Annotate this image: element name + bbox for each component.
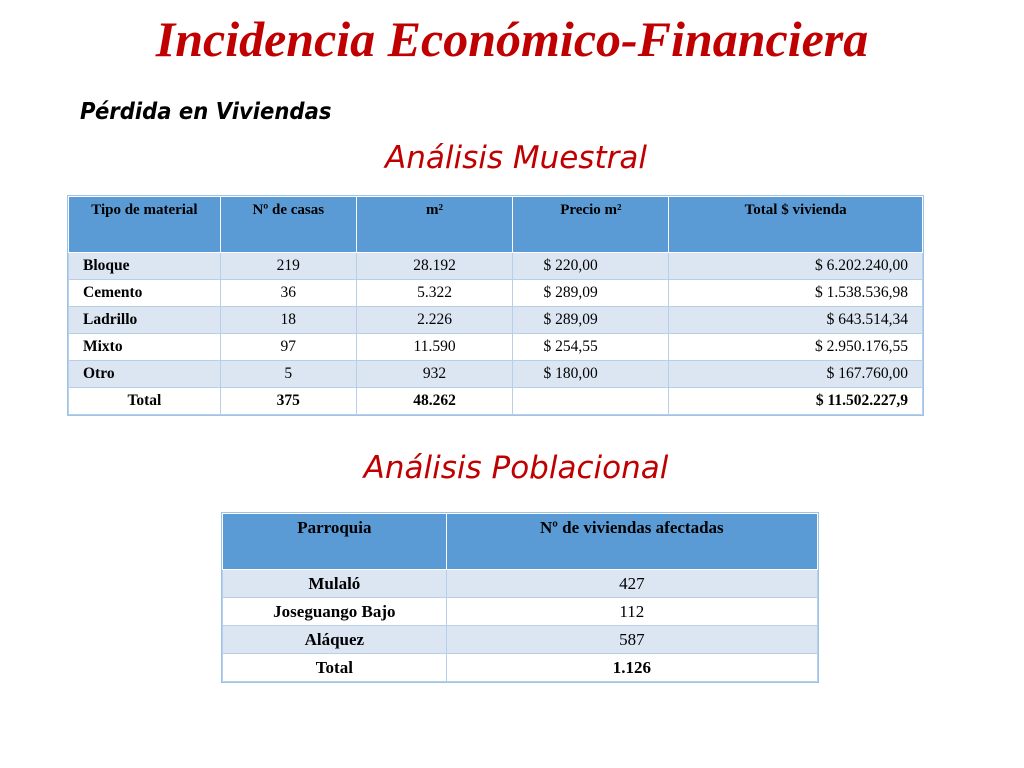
cell-viviendas: 112 [446, 598, 817, 626]
cell-total: $ 2.950.176,55 [669, 334, 923, 361]
cell-tipo: Cemento [69, 280, 221, 307]
table-row [69, 361, 923, 388]
cell-viviendas: 427 [446, 570, 817, 598]
cell-total: $ 1.538.536,98 [669, 280, 923, 307]
column-header-precio: Precio m² [513, 197, 669, 253]
cell-total-label: Total [69, 388, 221, 415]
cell-tipo: Bloque [69, 253, 221, 280]
column-header-viviendas: Nº de viviendas afectadas [446, 514, 817, 570]
cell-precio: $ 220,00 [513, 253, 669, 280]
column-header-tipo: Tipo de material [69, 197, 221, 253]
cell-tipo: Ladrillo [69, 307, 221, 334]
cell-casas: 5 [220, 361, 356, 388]
cell-m2: 28.192 [356, 253, 513, 280]
slide-subtitle: Pérdida en Viviendas [80, 99, 332, 125]
cell-precio: $ 180,00 [513, 361, 669, 388]
poblacional-table [222, 513, 818, 682]
table-row [223, 626, 818, 654]
cell-m2: 932 [356, 361, 513, 388]
cell-parroquia: Mulaló [223, 570, 447, 598]
cell-total: $ 167.760,00 [669, 361, 923, 388]
column-header-casas: Nº de casas [220, 197, 356, 253]
slide-title: Incidencia Económico-Financiera [155, 11, 869, 67]
cell-m2: 5.322 [356, 280, 513, 307]
cell-parroquia: Joseguango Bajo [223, 598, 447, 626]
cell-casas: 36 [220, 280, 356, 307]
cell-total-precio [513, 388, 669, 415]
cell-tipo: Mixto [69, 334, 221, 361]
cell-total-total: $ 11.502.227,9 [669, 388, 923, 415]
cell-total: $ 643.514,34 [669, 307, 923, 334]
muestral-table [68, 196, 923, 415]
cell-casas: 97 [220, 334, 356, 361]
cell-total-viviendas: 1.126 [446, 654, 817, 682]
cell-casas: 219 [220, 253, 356, 280]
table-total-row [223, 654, 818, 682]
cell-m2: 11.590 [356, 334, 513, 361]
table-header-row [223, 514, 818, 570]
cell-precio: $ 289,09 [513, 307, 669, 334]
table-row [223, 570, 818, 598]
table-total-row [69, 388, 923, 415]
column-header-m2: m² [356, 197, 513, 253]
section-heading-poblacional: Análisis Poblacional [363, 450, 669, 486]
column-header-parroquia: Parroquia [223, 514, 447, 570]
cell-precio: $ 254,55 [513, 334, 669, 361]
table-row [223, 598, 818, 626]
table-row [69, 334, 923, 361]
column-header-total: Total $ vivienda [669, 197, 923, 253]
cell-m2: 2.226 [356, 307, 513, 334]
cell-total-label: Total [223, 654, 447, 682]
section-heading-muestral: Análisis Muestral [385, 140, 647, 176]
cell-total-m2: 48.262 [356, 388, 513, 415]
table-row [69, 280, 923, 307]
cell-casas: 18 [220, 307, 356, 334]
cell-tipo: Otro [69, 361, 221, 388]
cell-viviendas: 587 [446, 626, 817, 654]
cell-total-casas: 375 [220, 388, 356, 415]
table-row [69, 253, 923, 280]
cell-total: $ 6.202.240,00 [669, 253, 923, 280]
cell-parroquia: Aláquez [223, 626, 447, 654]
table-row [69, 307, 923, 334]
table-header-row [69, 197, 923, 253]
cell-precio: $ 289,09 [513, 280, 669, 307]
